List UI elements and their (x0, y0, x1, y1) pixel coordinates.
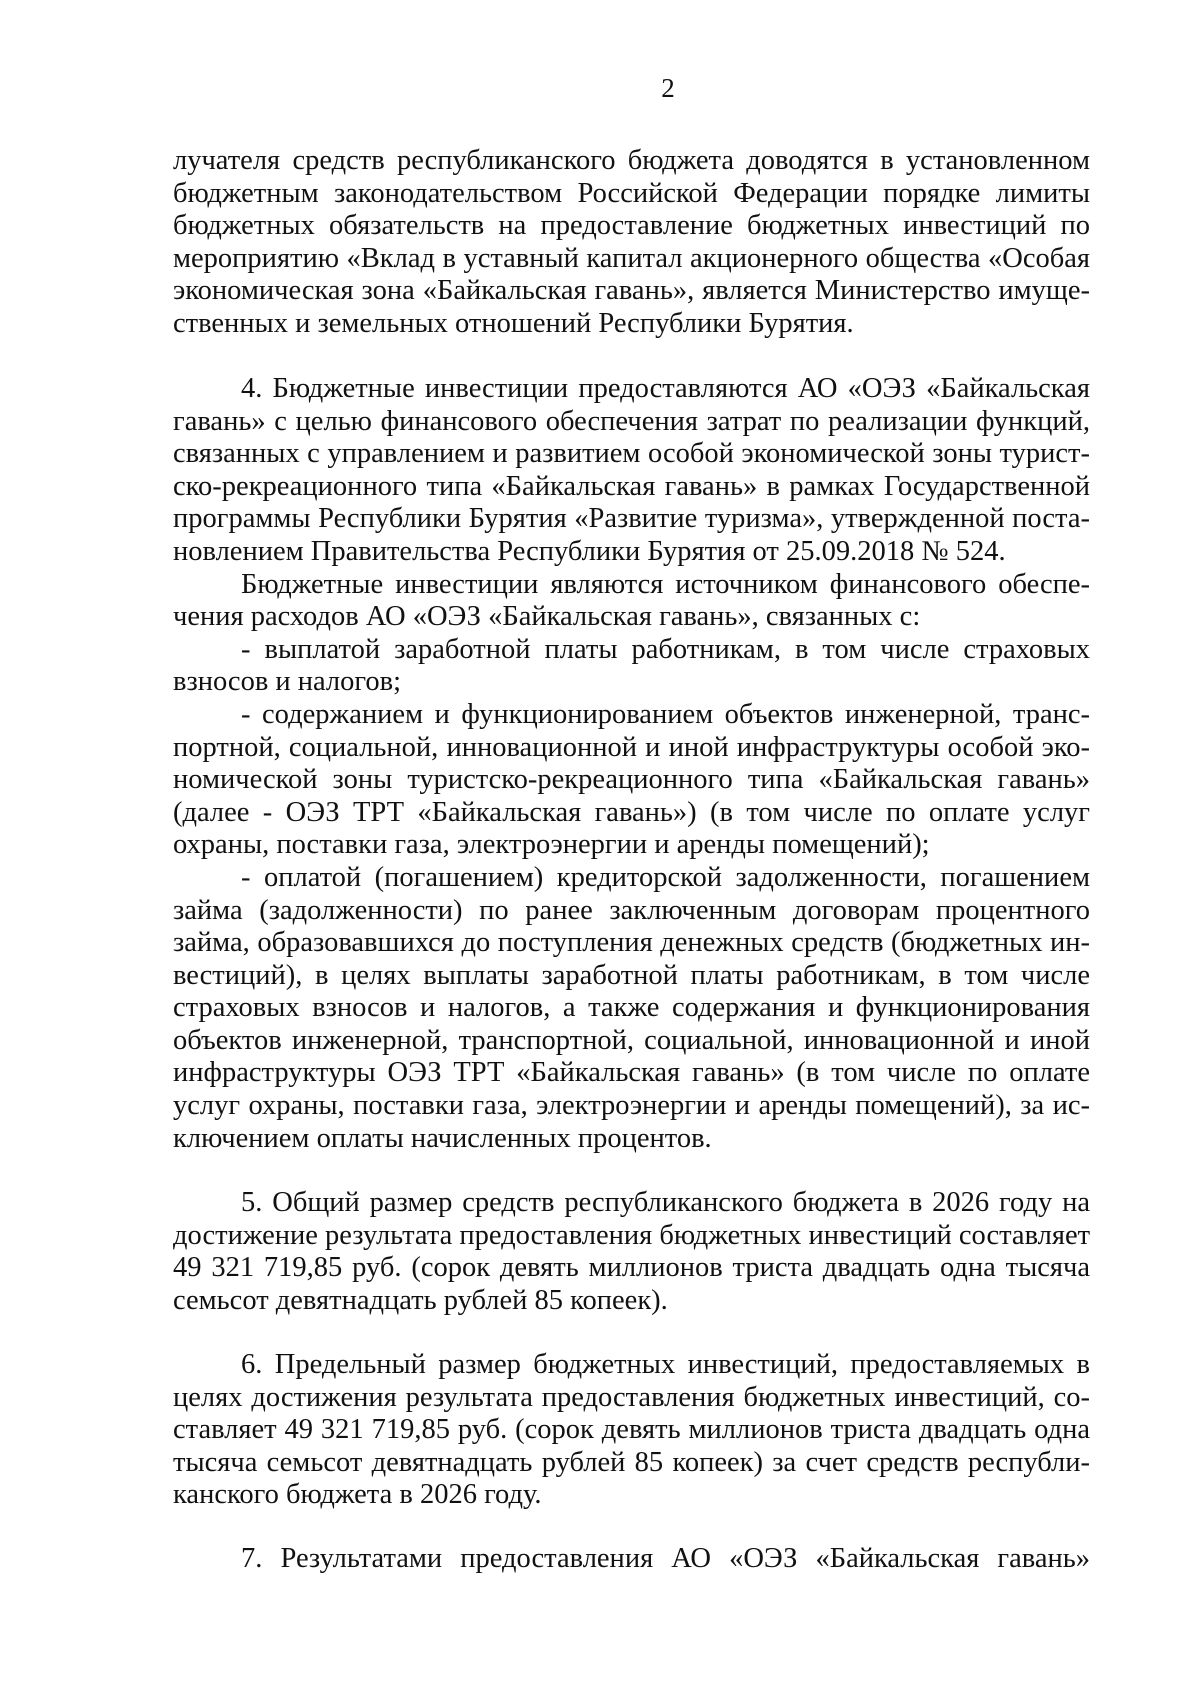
text-line: - выплатой заработной платы работникам, в том числе страховых (241, 633, 1090, 665)
text-line: достижение результата предоставления бюджетных инвестиций составляет (173, 1219, 1091, 1251)
text-line: - содержанием и функционированием объектов инженерной, транс- (241, 698, 1090, 730)
text-line: ственных и земельных отношений Республики Бурятия. (173, 307, 854, 339)
text-line: ско-рекреационного типа «Байкальская гавань» в рамках Государственной (173, 470, 1090, 502)
text-line: 49 321 719,85 руб. (сорок девять миллионов триста двадцать одна тысяча (173, 1252, 1090, 1284)
text-block-item-7 (173, 1543, 1090, 1576)
text-line: ключением оплаты начисленных процентов. (173, 1122, 712, 1154)
text-line: взносов и налогов; (173, 666, 402, 698)
text-line: новлением Правительства Республики Бурятия от 25.09.2018 № 524. (173, 535, 1006, 567)
text-line: займа (задолженности) по ранее заключенным договорам процентного (173, 894, 1090, 926)
text-line: (далее - ОЭЗ ТРТ «Байкальская гавань») (в том числе по оплате услуг (173, 796, 1090, 828)
text-line: страховых взносов и налогов, а также содержания и функционирования (173, 992, 1090, 1024)
text-line: 5. Общий размер средств республиканского бюджета в 2026 году на (241, 1187, 1090, 1218)
text-line: - оплатой (погашением) кредиторской задолженности, погашением (241, 861, 1090, 893)
text-line: 6. Предельный размер бюджетных инвестиций, предоставляемых в (241, 1349, 1090, 1380)
text-line: мероприятию «Вклад в уставный капитал акционерного общества «Особая (173, 242, 1090, 274)
text-line: охраны, поставки газа, электроэнергии и аренды помещений); (173, 829, 930, 861)
text-line: портной, социальной, инновационной и иной инфраструктуры особой эко- (173, 731, 1090, 763)
text-block-item-6 (173, 1349, 1090, 1512)
text-line: экономическая зона «Байкальская гавань», является Министерство имуще- (173, 275, 1090, 307)
text-line: семьсот девятнадцать рублей 85 копеек). (173, 1284, 668, 1316)
text-line: гавань» с целью финансового обеспечения затрат по реализации функций, (173, 405, 1090, 437)
text-line: программы Республики Бурятия «Развитие туризма», утвержденной поста- (173, 503, 1090, 535)
text-line: Бюджетные инвестиции являются источником финансового обеспе- (241, 568, 1090, 600)
text-line: связанных с управлением и развитием особой экономической зоны турист- (173, 438, 1090, 470)
text-line: лучателя средств республиканского бюджета доводятся в установленном (173, 145, 1090, 176)
text-line: канского бюджета в 2026 году. (173, 1479, 542, 1511)
text-line: целях достижения результата предоставления бюджетных инвестиций, со- (173, 1381, 1090, 1413)
text-line: бюджетных обязательств на предоставление бюджетных инвестиций по (173, 210, 1090, 242)
text-line: тысяча семьсот девятнадцать рублей 85 копеек) за счет средств республи- (173, 1446, 1090, 1478)
text-line: номической зоны туристско-рекреационного типа «Байкальская гавань» (173, 764, 1090, 796)
text-line: вестиций), в целях выплаты заработной платы работникам, в том числе (173, 959, 1090, 991)
page-number: 2 (661, 73, 675, 103)
text-line: ставляет 49 321 719,85 руб. (сорок девять миллионов триста двадцать одна (173, 1414, 1090, 1446)
text-line: бюджетным законодательством Российской Федерации порядке лимиты (173, 177, 1090, 209)
text-line: объектов инженерной, транспортной, социальной, инновационной и иной (173, 1024, 1090, 1056)
text-line: услуг охраны, поставки газа, электроэнергии и аренды помещений), за ис- (173, 1090, 1090, 1122)
text-line: займа, образовавшихся до поступления денежных средств (бюджетных ин- (173, 927, 1090, 959)
text-block-item-4 (173, 373, 1090, 1155)
text-block-item-5 (173, 1187, 1090, 1317)
text-block-intro (173, 145, 1090, 341)
text-line: 7. Результатами предоставления АО «ОЭЗ «Байкальская гавань» (241, 1543, 1090, 1574)
text-line: инфраструктуры ОЭЗ ТРТ «Байкальская гавань» (в том числе по оплате (173, 1057, 1090, 1089)
text-line: чения расходов АО «ОЭЗ «Байкальская гавань», связанных с: (173, 601, 921, 633)
text-line: 4. Бюджетные инвестиции предоставляются АО «ОЭЗ «Байкальская (241, 373, 1090, 404)
